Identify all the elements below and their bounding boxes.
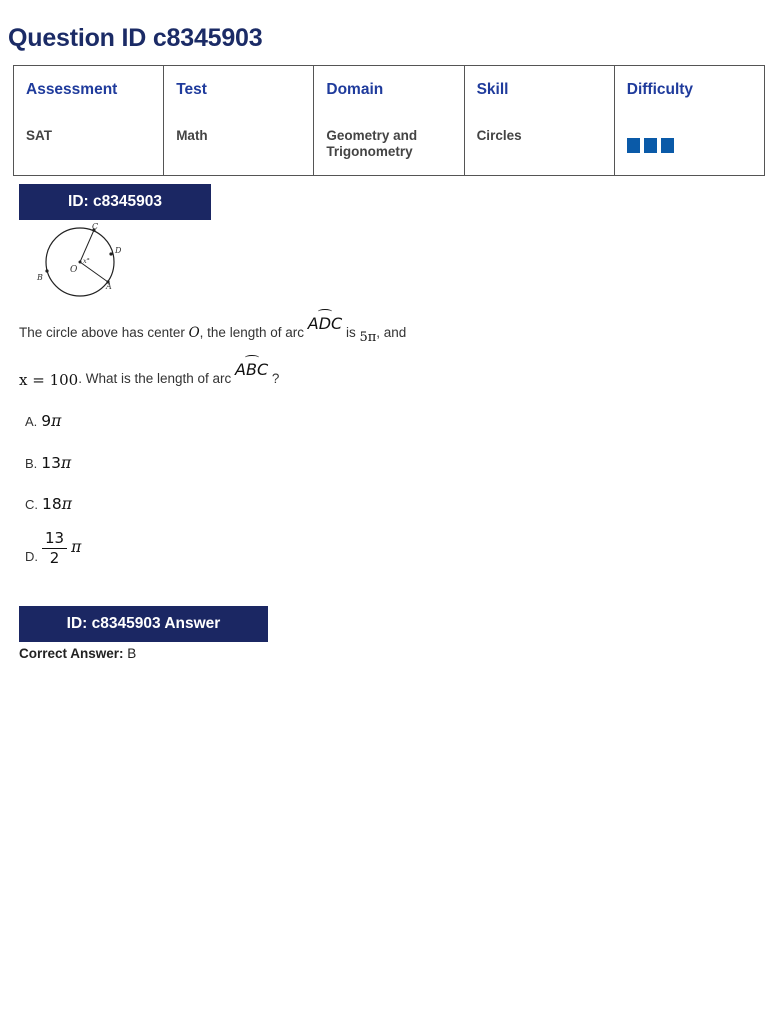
choice-letter: B. — [25, 455, 38, 471]
difficulty-bar — [644, 138, 657, 153]
arc-adc — [308, 314, 342, 333]
center-point — [79, 261, 82, 264]
assessment-header: Assessment — [26, 81, 118, 98]
assessment-value: SAT — [26, 128, 52, 143]
question-id-banner: ID: c8345903 — [19, 184, 211, 220]
choice-value: 18 — [42, 495, 62, 513]
choice-b[interactable] — [25, 454, 71, 472]
pi-symbol: π — [61, 454, 72, 472]
choice-letter: C. — [25, 496, 38, 512]
arc-symbol — [318, 309, 332, 314]
question-text: The circle above has center — [19, 325, 189, 340]
pi-symbol: π — [51, 412, 62, 430]
equation: x = 100 — [19, 371, 79, 389]
choice-c[interactable] — [25, 495, 72, 513]
difficulty-bar — [661, 138, 674, 153]
correct-answer — [19, 646, 136, 661]
arc-abc — [235, 360, 268, 379]
skill-cell — [464, 66, 614, 176]
center-label: O — [188, 325, 200, 341]
label-angle: x° — [83, 257, 90, 265]
radius-oa — [80, 262, 108, 282]
point-b — [45, 269, 48, 272]
question-text: , and — [376, 325, 407, 340]
domain-header: Domain — [326, 81, 384, 98]
answer-id-banner: ID: c8345903 Answer — [19, 606, 268, 642]
fraction — [42, 530, 67, 567]
choice-a[interactable] — [25, 412, 61, 430]
question-metadata-table — [13, 65, 765, 176]
difficulty-bar — [627, 138, 640, 153]
question-text: . What is the length of arc — [78, 371, 236, 386]
pi-symbol: π — [61, 495, 72, 513]
arc-adc-label: ADC — [307, 314, 343, 333]
domain-value: Geometry and Trigonometry — [326, 128, 418, 159]
fraction-denominator: 2 — [49, 549, 60, 567]
choice-value: 13 — [41, 454, 62, 472]
label-c: C — [92, 222, 99, 231]
correct-answer-label: Correct Answer: — [19, 646, 124, 661]
question-line-1 — [19, 314, 407, 345]
domain-cell — [314, 66, 464, 176]
test-cell — [164, 66, 314, 176]
page-title: Question ID c8345903 — [8, 24, 263, 52]
arc-length-value: 5π — [359, 330, 377, 345]
fraction-numerator: 13 — [42, 530, 67, 549]
question-text: is — [342, 325, 360, 340]
label-o: O — [70, 265, 78, 275]
label-a: A — [106, 282, 112, 291]
difficulty-indicator — [627, 138, 674, 153]
test-header: Test — [176, 81, 207, 98]
question-text: , the length of arc — [199, 325, 308, 340]
skill-value: Circles — [476, 128, 522, 143]
arc-symbol — [245, 355, 259, 360]
label-b: B — [37, 273, 43, 282]
assessment-cell — [14, 66, 164, 176]
skill-header: Skill — [476, 81, 509, 98]
arc-abc-label: ABC — [235, 360, 269, 379]
point-d — [109, 252, 112, 255]
label-d: D — [115, 246, 122, 255]
correct-answer-value: B — [127, 646, 137, 661]
question-text: ? — [268, 371, 280, 386]
choice-letter: A. — [25, 413, 38, 429]
test-value: Math — [176, 128, 208, 143]
pi-symbol: π — [71, 537, 82, 556]
choice-letter: D. — [25, 549, 38, 564]
difficulty-cell — [614, 66, 764, 176]
choice-d[interactable] — [25, 530, 81, 567]
circle-figure — [34, 220, 134, 304]
question-line-2 — [19, 360, 280, 389]
difficulty-header: Difficulty — [626, 81, 694, 98]
choice-value: 9 — [41, 412, 52, 430]
